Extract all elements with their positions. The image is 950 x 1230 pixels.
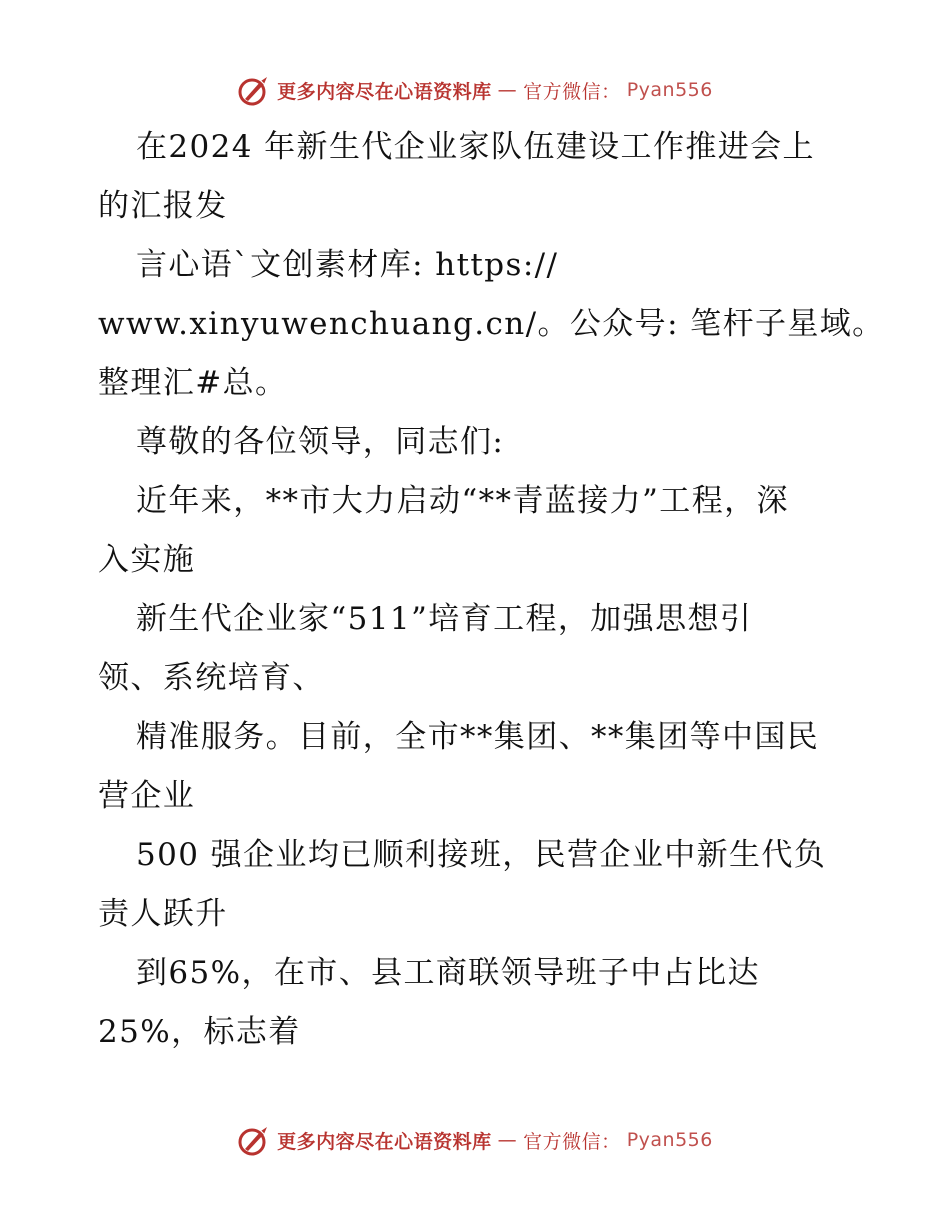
watermark-separator: —: [497, 1129, 518, 1151]
watermark-sub-text: 官方微信：: [523, 1130, 621, 1153]
body-line: 整理汇#总。: [98, 365, 288, 401]
body-line: 的汇报发: [98, 188, 228, 224]
body-text: [98, 118, 885, 1062]
watermark-sub-text: 官方微信：: [523, 80, 621, 103]
body-line: 到65%，在市、县工商联领导班子中占比达: [136, 955, 760, 991]
body-line: 责人跃升: [98, 896, 228, 932]
body-line: 精准服务。目前，全市**集团、**集团等中国民: [136, 719, 820, 755]
body-line: 在2024 年新生代企业家队伍建设工作推进会上: [136, 129, 815, 165]
watermark-main-text: 更多内容尽在心语资料库: [277, 80, 492, 103]
body-line: 新生代企业家“511”培育工程，加强思想引: [136, 601, 753, 637]
quill-logo-icon: [237, 73, 271, 107]
body-line: 近年来，**市大力启动“**青蓝接力”工程，深: [136, 483, 789, 519]
document-body: [98, 118, 885, 1062]
quill-logo-icon: [237, 1123, 271, 1157]
body-line: www.xinyuwenchuang.cn/。公众号: 笔杆子星域。: [98, 306, 885, 342]
watermark-banner-bottom: [0, 1120, 950, 1160]
watermark-main-text: 更多内容尽在心语资料库: [277, 1130, 492, 1153]
body-line: 营企业: [98, 778, 196, 814]
watermark-banner-top: [0, 70, 950, 110]
body-line: 25%，标志着: [98, 1014, 301, 1050]
body-line: 领、系统培育、: [98, 660, 325, 696]
body-line: 入实施: [98, 542, 196, 578]
watermark-wechat-id: Pyan556: [626, 1129, 713, 1151]
watermark-separator: —: [497, 79, 518, 101]
body-line: 尊敬的各位领导，同志们:: [136, 424, 505, 460]
body-line: 言心语`文创素材库: https://: [136, 247, 559, 283]
watermark-wechat-id: Pyan556: [626, 79, 713, 101]
body-line: 500 强企业均已顺利接班，民营企业中新生代负: [136, 837, 827, 873]
